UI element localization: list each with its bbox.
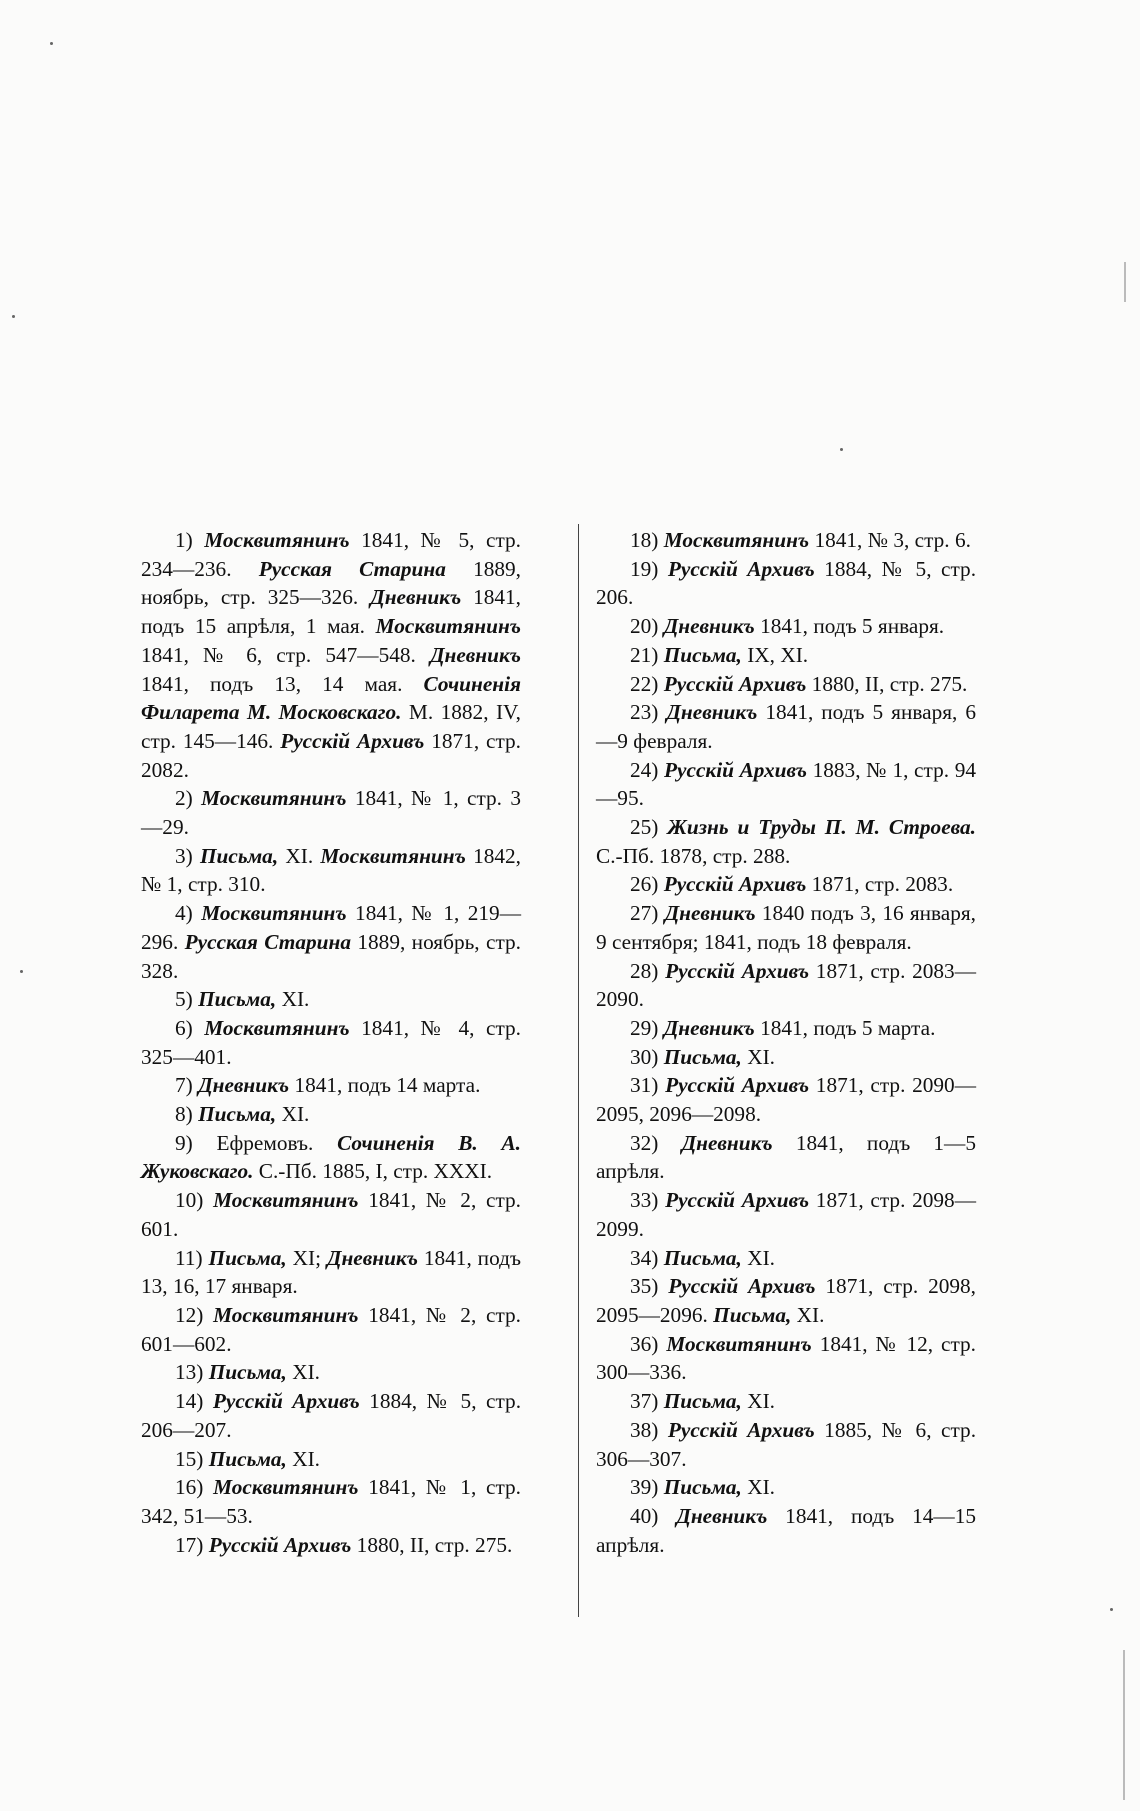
footnote-text: 25) — [630, 815, 668, 840]
footnote — [141, 899, 521, 985]
footnote-text: 26) — [630, 872, 664, 897]
footnote — [141, 842, 521, 899]
footnote-text: 1841, № 4, стр. 325—401. — [141, 1015, 521, 1069]
footnote-title: Сочиненія Филарета М. Московскаго. — [141, 671, 521, 725]
footnote-text: XI. — [286, 1446, 321, 1471]
footnote-text: 1871, стр. 2098, 2095—2096. — [596, 1274, 977, 1327]
footnote-text: С.-Пб. 1885, I, стр. XXXI. — [253, 1159, 493, 1184]
footnote-title: Дневникъ — [326, 1245, 418, 1270]
footnote-text: 30) — [630, 1044, 664, 1069]
footnote-title: Москвитянинъ — [213, 1188, 359, 1213]
scan-speck — [50, 42, 53, 45]
scan-speck — [12, 315, 15, 318]
footnote-title: Москвитянинъ — [213, 1302, 359, 1327]
footnote-title: Москвитянинъ — [666, 1331, 812, 1356]
footnote-text: 1841, подъ 15 апрѣля, 1 мая. — [141, 585, 521, 639]
scan-speck — [20, 970, 23, 973]
footnote-text: 20) — [630, 614, 664, 639]
footnote-text: 4) — [175, 901, 202, 926]
footnote-text: 1841, № 1, стр. 3—29. — [141, 786, 521, 840]
footnote-text: 1884, № 5, стр. 206. — [596, 556, 977, 610]
footnote-text: 1871, стр. 2083—2090. — [596, 958, 976, 1012]
footnotes-left-column — [141, 526, 521, 1559]
footnote-title: Русскій Архивъ — [667, 1417, 815, 1442]
footnote-text: 8) — [175, 1102, 199, 1127]
footnote — [596, 555, 976, 612]
footnote-text: XI. — [741, 1389, 776, 1414]
footnote-text: XI; — [286, 1245, 327, 1270]
footnote-text: 14) — [175, 1389, 213, 1414]
footnote — [141, 1358, 521, 1387]
footnote-title: Русскій Архивъ — [668, 1274, 816, 1299]
footnote-title: Дневникъ — [681, 1130, 773, 1155]
footnote-title: Москвитянинъ — [375, 614, 521, 639]
footnote-text: М. 1882, IV, стр. 145—146. — [141, 700, 521, 753]
footnote — [596, 1186, 976, 1243]
footnote — [596, 1330, 976, 1387]
footnote-text: 1884, № 5, стр. 206—207. — [141, 1389, 522, 1442]
footnote-title: Дневникъ — [676, 1503, 768, 1528]
footnote-text: 1841, № 5, стр. 234—236. — [141, 528, 521, 581]
footnote-title: Русскій Архивъ — [663, 671, 807, 696]
footnote-text: 1871, стр. 2090—2095, 2096—2098. — [596, 1073, 976, 1127]
footnote-title: Москвитянинъ — [320, 843, 466, 868]
footnote — [141, 526, 521, 784]
footnote-text: XI. — [276, 1102, 310, 1127]
scan-speck — [1110, 1608, 1113, 1611]
footnote-title: Дневникъ — [198, 1073, 290, 1098]
footnote-title: Сочиненія В. А. Жуковскаго. — [141, 1130, 521, 1184]
footnote-text: 16) — [175, 1475, 214, 1500]
footnote-title: Жизнь и Труды П. М. Строева. — [667, 815, 976, 840]
footnote — [141, 985, 521, 1014]
footnote — [141, 1473, 521, 1530]
footnote — [596, 1129, 976, 1186]
footnote — [596, 670, 976, 699]
footnote-title: Русскій Архивъ — [667, 556, 815, 581]
footnote-text: XI. — [741, 1245, 776, 1270]
footnote-text: 31) — [630, 1073, 666, 1098]
footnote-title: Письма, — [208, 1446, 287, 1471]
footnote — [596, 641, 976, 670]
footnote-title: Дневникъ — [370, 585, 462, 610]
footnote-text: 1841, № 12, стр. 300—336. — [596, 1331, 976, 1385]
footnote — [596, 1244, 976, 1273]
footnote-title: Письма, — [198, 1102, 277, 1127]
footnote-text: XI. — [276, 987, 310, 1012]
footnote-text: 28) — [630, 958, 666, 983]
footnote-title: Письма, — [198, 987, 277, 1012]
footnote-title: Русскій Архивъ — [208, 1532, 352, 1557]
footnote-title: Письма, — [663, 1389, 742, 1414]
footnote-text: 29) — [630, 1015, 664, 1040]
footnote-title: Русскій Архивъ — [212, 1389, 360, 1414]
footnote-text: 1842, № 1, стр. 310. — [141, 843, 521, 897]
footnote-title: Письма, — [663, 1475, 742, 1500]
footnote-text: XI. — [741, 1475, 776, 1500]
footnote-text: 1880, II, стр. 275. — [806, 671, 968, 696]
footnote-text: 24) — [630, 757, 665, 782]
footnote-text: 1871, стр. 2098—2099. — [596, 1188, 976, 1241]
footnote — [596, 1014, 976, 1043]
footnote — [596, 957, 976, 1014]
footnote-text: 5) — [175, 987, 199, 1012]
footnote-text: 3) — [175, 843, 200, 868]
footnote-title: Москвитянинъ — [201, 786, 347, 811]
footnote — [596, 899, 976, 956]
footnote-title: Дневникъ — [663, 614, 755, 639]
footnote-text: 10) — [175, 1188, 214, 1213]
footnote-text: 1841, подъ 5 января. — [754, 614, 945, 639]
footnote-text: 1841, № 1, 219—296. — [141, 901, 521, 954]
footnote-text: 22) — [630, 671, 664, 696]
footnote — [596, 612, 976, 641]
footnote-text: 1841, подъ 5 января, 6—9 февраля. — [596, 700, 976, 753]
footnote-text: 38) — [630, 1417, 668, 1442]
footnote — [596, 1043, 976, 1072]
footnote-text: 1841, подъ 14 марта. — [289, 1073, 481, 1098]
footnote — [141, 1531, 521, 1560]
footnote-text: 1841, подъ 14—15 апрѣля. — [596, 1503, 976, 1557]
footnote-text: 1841, подъ 13, 14 мая. — [141, 671, 424, 696]
footnote — [141, 1445, 521, 1474]
footnote-text: 1841, № 2, стр. 601—602. — [141, 1302, 521, 1356]
footnote — [141, 1301, 521, 1358]
footnote — [596, 1272, 976, 1329]
footnote-text: 17) — [175, 1532, 209, 1557]
footnote-text: 12) — [175, 1302, 214, 1327]
footnote — [596, 526, 976, 555]
footnote — [596, 1416, 976, 1473]
footnote-title: Русскій Архивъ — [664, 757, 807, 782]
footnote-text: 33) — [630, 1188, 666, 1213]
footnote — [141, 1186, 521, 1243]
footnote-text: 35) — [630, 1274, 669, 1299]
footnote-title: Москвитянинъ — [663, 528, 810, 552]
footnote-title: Письма, — [663, 1245, 742, 1270]
footnote — [596, 1071, 976, 1128]
footnote-title: Москвитянинъ — [204, 1015, 350, 1040]
footnote — [141, 1244, 521, 1301]
footnote-title: Русскій Архивъ — [663, 872, 807, 897]
footnote-text: 19) — [630, 556, 668, 581]
footnote-text: 1841, подъ 5 марта. — [754, 1015, 936, 1040]
footnote-text: 1841, подъ 1—5 апрѣля. — [596, 1130, 977, 1184]
footnote — [141, 1387, 521, 1444]
column-divider — [578, 524, 579, 1617]
scan-edge-mark — [1123, 1650, 1125, 1800]
footnote-text: 1885, № 6, стр. 306—307. — [596, 1417, 977, 1471]
footnote-text: 36) — [630, 1331, 667, 1356]
footnote — [596, 698, 976, 755]
footnote-title: Письма, — [663, 1044, 742, 1069]
footnote-text: 1841, подъ 13, 16, 17 января. — [141, 1245, 521, 1299]
footnote-title: Москвитянинъ — [213, 1475, 359, 1500]
footnote-title: Дневникъ — [429, 642, 521, 667]
footnote — [596, 1473, 976, 1502]
footnote — [141, 1071, 521, 1100]
footnote — [141, 784, 521, 841]
footnote-title: Русская Старина — [184, 929, 351, 954]
footnote-title: Письма, — [713, 1302, 792, 1327]
footnote-title: Дневникъ — [666, 700, 758, 725]
scan-edge-mark — [1124, 262, 1126, 302]
footnote-text: 1) — [175, 528, 205, 552]
footnote-text: 1883, № 1, стр. 94—95. — [596, 757, 976, 811]
scan-speck — [840, 448, 843, 451]
footnote-text: 7) — [175, 1073, 199, 1098]
footnote-title: Дневникъ — [664, 901, 756, 926]
footnote-text: XI. — [286, 1360, 321, 1385]
footnote-text: 34) — [630, 1245, 664, 1270]
footnote — [596, 870, 976, 899]
footnote — [141, 1100, 521, 1129]
footnote-text: 2) — [175, 786, 202, 811]
footnote-title: Русскій Архивъ — [665, 1073, 810, 1098]
footnote-title: Москвитянинъ — [204, 528, 350, 552]
footnote-text: 11) — [175, 1245, 209, 1270]
footnote-text: 32) — [630, 1130, 682, 1155]
footnote-text: XI. — [791, 1302, 825, 1327]
footnote-title: Русскій Архивъ — [665, 1188, 810, 1213]
footnote-title: Письма, — [199, 843, 279, 868]
footnotes-right-column — [596, 526, 976, 1559]
footnote-text: 27) — [630, 901, 665, 926]
footnote-text: 23) — [630, 700, 667, 725]
footnote-title: Письма, — [208, 1360, 287, 1385]
footnote — [141, 1014, 521, 1071]
footnote-text: 13) — [175, 1360, 209, 1385]
footnote-text: 1841, № 3, стр. 6. — [809, 528, 971, 552]
footnote — [596, 1502, 976, 1559]
footnote-text: XI. — [278, 843, 321, 868]
footnote-text: 9) Ефремовъ. — [175, 1130, 338, 1155]
footnote-text: 1841, № 6, стр. 547—548. — [141, 642, 430, 667]
footnote-text: 18) — [630, 528, 664, 552]
footnote-text: 1889, ноябрь, стр. 328. — [141, 929, 522, 983]
footnote-text: XI. — [741, 1044, 776, 1069]
footnote-title: Письма, — [663, 642, 742, 667]
footnote-text: 21) — [630, 642, 664, 667]
footnote-title: Русскій Архивъ — [665, 958, 810, 983]
footnote-text: 1840 подъ 3, 16 января, 9 сентября; 1841, подъ 18 февраля. — [596, 901, 977, 954]
footnote-text: 1871, стр. 2083. — [806, 872, 954, 897]
footnote-text: 1880, II, стр. 275. — [351, 1532, 513, 1557]
footnote-title: Русская Старина — [258, 556, 446, 581]
footnote-text: 1841, № 1, стр. 342, 51—53. — [141, 1475, 521, 1528]
footnote — [141, 1129, 521, 1186]
footnote-text: 40) — [630, 1503, 677, 1528]
footnote-title: Письма, — [208, 1245, 287, 1270]
footnote-text: 6) — [175, 1015, 205, 1040]
footnote — [596, 756, 976, 813]
footnote-text: 39) — [630, 1475, 664, 1500]
footnote-title: Русскій Архивъ — [280, 728, 425, 753]
footnote-text: 15) — [175, 1446, 209, 1471]
footnote-text: 1841, № 2, стр. 601. — [141, 1188, 521, 1241]
footnote-text: С.-Пб. 1878, стр. 288. — [596, 843, 791, 868]
footnote — [596, 813, 976, 870]
footnote-text: 37) — [630, 1389, 664, 1414]
footnote-title: Дневникъ — [663, 1015, 755, 1040]
footnote-text: IX, XI. — [741, 642, 809, 667]
footnote-text: 1871, стр. 2082. — [141, 728, 521, 782]
footnote-text: 1889, ноябрь, стр. 325—326. — [141, 556, 521, 610]
footnote-title: Москвитянинъ — [201, 901, 347, 926]
footnote — [596, 1387, 976, 1416]
